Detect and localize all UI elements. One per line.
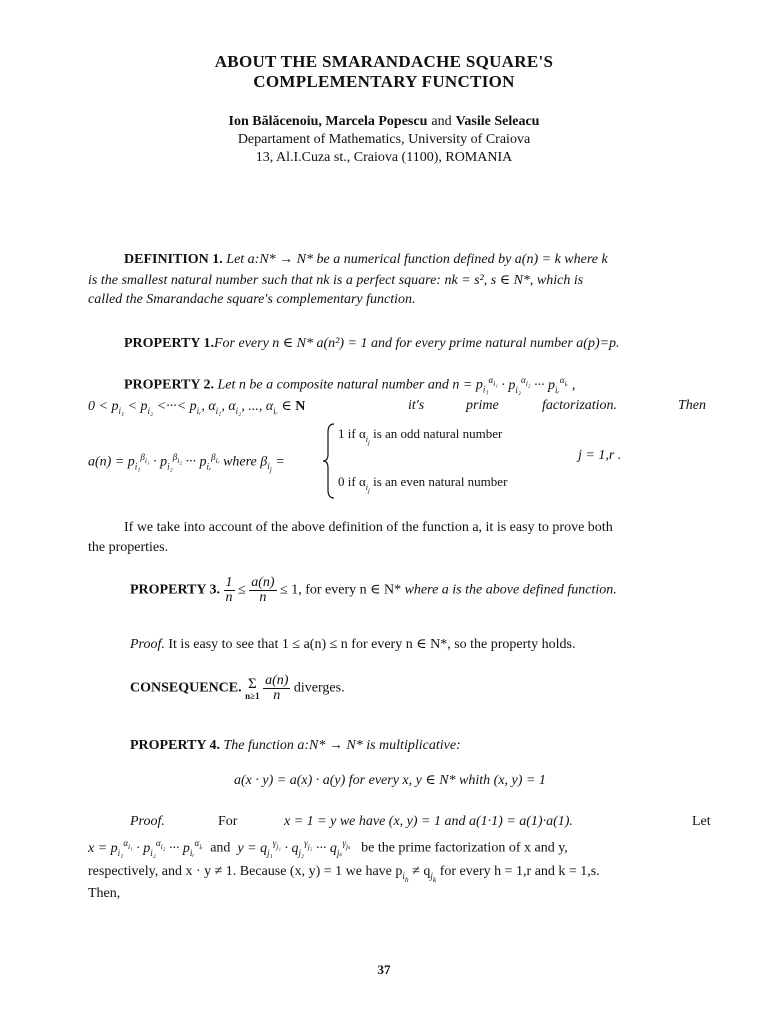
authors-and: and [431, 114, 452, 129]
authors-first: Ion Bălăcenoiu, Marcela Popescu [228, 114, 428, 129]
sigma-sum: Σ n≥1 [245, 675, 260, 701]
paragraph-line1: If we take into account of the above definition of the function a, it is easy to prove both [124, 520, 613, 535]
property-1 [124, 335, 620, 352]
property-3-rest-italic: where a is the above defined function. [404, 582, 617, 598]
paper-title-line2: COMPLEMENTARY FUNCTION [253, 72, 515, 91]
proof-2-line2-tail: be the prime factorization of x and y, [361, 840, 568, 856]
proof-2-line2: $x = p_{i_1}^{\alpha_{i_1}} \cdot p_{i_2}^{\alpha_{i_2}}$ ··· $p_{iᵣ}^{\alpha_{iᵣ}}$ and $y = q_{j_1}^{\gamma_{j_1}} \cdot q_{j_2}^{\gamma_{j_2}}$ ··· $q_{j_s}^{\gamma_{j_s}}$ be the prime factorization of x and y, [88, 838, 568, 858]
property-2-ordering: $0 < p_{i_1} < p_{i_2}$ <···< $p_{iᵣ}$, $\alpha_{i_1}$, $\alpha_{i_2}$, ..., $\alpha_{iᵣ}$ ∈ N [88, 399, 306, 416]
proof-1-text: It is easy to see that 1 ≤ a(n) ≤ n for every n ∈ N*, so the property holds. [168, 637, 576, 652]
page-number: 37 [377, 962, 391, 977]
consequence-text: diverges. [293, 680, 345, 696]
fraction-an-over-n-sum: $\frac{a(n)}{n}$ [265, 673, 289, 703]
case-even: 0 if $\alpha_{i_j}$ is an even natural number [338, 474, 508, 495]
authors-last: Vasile Seleacu [455, 114, 540, 129]
proof-2-then: Then, [88, 886, 121, 901]
property-3: PROPERTY 3. $\frac{1}{n}$ ≤ $\frac{a(n)}{n}$ ≤ 1, for every n ∈ N* where a is the above defined function. [130, 575, 617, 605]
authors [0, 112, 768, 130]
property-1-label: PROPERTY 1. [124, 336, 214, 351]
case-odd: 1 if $\alpha_{i_j}$ is an odd natural number [338, 426, 503, 447]
proof-1 [130, 636, 576, 653]
proof-2-condition: x = 1 = y we have (x, y) = 1 and a(1·1) = a(1)·a(1). [284, 814, 573, 829]
j-range: j = 1,r . [578, 448, 622, 463]
property-2-formula-lhs: $a(n) = p_{i_1}^{\beta_{i_1}} \cdot p_{i_2}^{\beta_{i_2}}$ ··· $p_{iᵣ}^{\beta_{iᵣ}}$ where $\beta_{i_j}$ = [88, 452, 285, 475]
property-2-prime: prime [466, 398, 499, 413]
paragraph-line2: the properties. [88, 540, 169, 555]
consequence [130, 674, 345, 703]
property-2-line1: PROPERTY 2. Let n be a composite natural number and $n = p_{i_1}^{\alpha_{i_1}} \cdot p_{i_2}^{\alpha_{i_2}}$ ··· $p_{iᵣ}^{\alpha_{iᵣ}}$ , [124, 375, 576, 395]
proof-2-line1 [130, 814, 718, 830]
property-2-text1: Let n be a composite natural number and n = p [217, 377, 483, 393]
affiliation: Departament of Mathematics, University of Craiova [237, 132, 531, 147]
property-4-formula: a(x · y) = a(x) · a(y) for every x, y ∈ N* whith (x, y) = 1 [234, 773, 546, 788]
property-2-line2 [88, 398, 713, 416]
property-3-label: PROPERTY 3. [130, 582, 220, 598]
cases-brace [322, 422, 336, 500]
proof-2-for: For [218, 814, 238, 829]
property-1-text: For every n ∈ N* a(n²) = 1 and for every prime natural number a(p)=p. [214, 336, 620, 351]
fraction-1-over-n: $\frac{1}{n}$ [225, 575, 233, 605]
property-4-label: PROPERTY 4. [130, 738, 220, 753]
definition-1-line3: called the Smarandache square's complementary function. [88, 292, 416, 307]
proof-2-label: Proof. [130, 814, 165, 829]
definition-1-label: DEFINITION 1. [124, 252, 223, 267]
property-2-then: Then [678, 398, 706, 413]
proof-2-line3: respectively, and x · y ≠ 1. Because (x, y) = 1 we have $p_{i_h} \ne q_{j_k}$ for every h = 1,r and k = 1,s. [88, 864, 600, 884]
fraction-an-over-n: $\frac{a(n)}{n}$ [251, 575, 275, 605]
definition-1-line2: is the smallest natural number such that nk is a perfect square: nk = s², s ∈ N*, which is [88, 273, 584, 288]
property-2-factorization: factorization. [542, 398, 618, 413]
address: 13, Al.I.Cuza st., Craiova (1100), ROMANIA [255, 150, 513, 165]
proof-1-label: Proof. [130, 637, 165, 652]
definition-1-line1 [124, 252, 608, 268]
consequence-label: CONSEQUENCE. [130, 680, 242, 696]
property-2-where: where [223, 454, 257, 470]
property-4-text: The function a:N* → N* is multiplicative: [223, 738, 461, 753]
property-2-its: it's [408, 398, 425, 413]
definition-1-text1: Let a:N* → N* be a numerical function defined by a(n) = k where k [226, 252, 608, 267]
property-3-rest: ≤ 1, for every n ∈ N* [280, 582, 402, 598]
paper-title-line1: ABOUT THE SMARANDACHE SQUARE'S [214, 52, 554, 71]
proof-2-let: Let [692, 814, 711, 829]
property-4 [130, 738, 461, 754]
property-2-label: PROPERTY 2. [124, 377, 214, 393]
